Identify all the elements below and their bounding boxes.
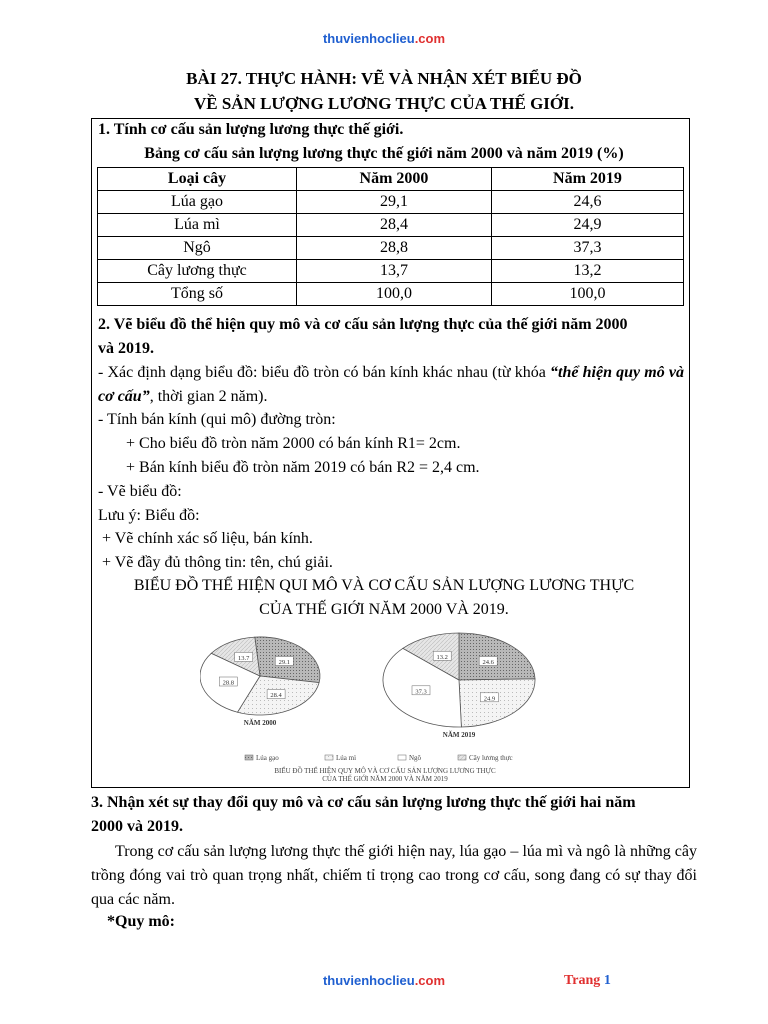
slice-value-label: 13.2 <box>436 653 448 661</box>
col-header-2000: Năm 2000 <box>297 168 492 191</box>
pie-chart-figure <box>200 628 600 786</box>
cell-2019: 37,3 <box>492 237 684 260</box>
section3-paragraph: Trong cơ cấu sản lượng lương thực thế giới hiện nay, lúa gạo – lúa mì và ngô là những cây trồng đóng vai trò quan trọng nhất, chiếm tỉ trọng cao trong cơ cấu, song đang có sự thay đổi qua các năm. <box>91 843 697 908</box>
cell-crop: Lúa gạo <box>98 191 297 214</box>
chart-title-line-2: CỦA THẾ GIỚI NĂM 2000 VÀ 2019. <box>259 601 509 618</box>
legend-label: Lúa gạo <box>256 754 279 762</box>
cell-crop: Lúa mì <box>98 214 297 237</box>
slice-value-label: 28.8 <box>222 679 234 687</box>
quymo-heading: *Quy mô: <box>107 913 175 930</box>
table-row <box>98 260 684 283</box>
legend-swatch <box>458 755 466 760</box>
slice-value-label: 13.7 <box>238 654 250 662</box>
slice-value-label: 24.9 <box>483 695 496 703</box>
chart-title-line-1: BIỂU ĐỒ THỂ HIỆN QUI MÔ VÀ CƠ CẤU SẢN LƯỢNG LƯƠNG THỰC <box>133 577 635 594</box>
footer-site-name: thuvienhoclieu.com <box>322 973 446 988</box>
cell-crop: Cây lương thực <box>98 260 297 283</box>
section2-heading-line-1: 2. Vẽ biểu đồ thể hiện quy mô và cơ cấu sản lượng thực của thế giới năm 2000 <box>98 316 628 333</box>
legend-swatch <box>398 755 406 760</box>
table-row <box>98 191 684 214</box>
note-item-1: + Vẽ chính xác số liệu, bán kính. <box>102 530 313 547</box>
slice-value-label: 29.1 <box>278 659 290 666</box>
production-structure-table <box>97 167 684 306</box>
radius-heading: - Tính bán kính (qui mô) đường tròn: <box>98 411 336 428</box>
cell-2019: 100,0 <box>492 283 684 306</box>
pie-year-label: NĂM 2000 <box>243 719 277 727</box>
cell-2019: 13,2 <box>492 260 684 283</box>
cell-2000: 100,0 <box>297 283 492 306</box>
section3-heading-line-2: 2000 và 2019. <box>91 818 183 835</box>
slice-value-label: 28.4 <box>270 692 282 700</box>
chart-format-text: - Xác định dạng biểu đồ: biểu đồ tròn có bán kính khác nhau (từ khóa “thể hiện quy mô và cơ cấu”, thời gian 2 năm). <box>98 364 685 405</box>
note-item-2: + Vẽ đầy đủ thông tin: tên, chú giải. <box>102 554 333 571</box>
page-number: Trang 1 <box>564 973 611 988</box>
legend-label: Cây lương thực <box>469 754 513 762</box>
table-header-row <box>98 168 684 191</box>
table-title: Bảng cơ cấu sản lượng lương thực thế giới năm 2000 và năm 2019 (%) <box>144 145 624 162</box>
cell-2000: 13,7 <box>297 260 492 283</box>
cell-2019: 24,9 <box>492 214 684 237</box>
radius-2000: + Cho biểu đồ tròn năm 2000 có bán kính R1= 2cm. <box>126 435 461 452</box>
legend-label: Lúa mì <box>336 754 357 762</box>
slice-value-label: 24.6 <box>482 659 494 666</box>
cell-2000: 28,8 <box>297 237 492 260</box>
legend-swatch <box>245 755 253 760</box>
header-site-name: thuvienhoclieu.com <box>322 31 446 46</box>
cell-2000: 28,4 <box>297 214 492 237</box>
radius-2019: + Bán kính biểu đồ tròn năm 2019 có bán R2 = 2,4 cm. <box>126 459 480 476</box>
col-header-crop: Loại cây <box>98 168 297 191</box>
section2-heading-line-2: và 2019. <box>98 340 154 357</box>
cell-crop: Ngô <box>98 237 297 260</box>
cell-2000: 29,1 <box>297 191 492 214</box>
lesson-title-line-1: BÀI 27. THỰC HÀNH: VẼ VÀ NHẬN XÉT BIỂU ĐỒ <box>186 69 582 88</box>
slice-value-label: 37.3 <box>415 688 427 696</box>
legend-swatch <box>325 755 333 760</box>
cell-2019: 24,6 <box>492 191 684 214</box>
pie-slice <box>459 679 535 727</box>
chart-caption-line-1: BIỂU ĐỒ THỂ HIỆN QUY MÔ VÀ CƠ CẤU SẢN LƯỢNG LƯƠNG THỰC <box>274 767 496 775</box>
note-heading: Lưu ý: Biểu đồ: <box>98 507 200 524</box>
chart-caption-line-2: CỦA THẾ GIỚI NĂM 2000 VÀ NĂM 2019 <box>322 775 448 783</box>
lesson-title-line-2: VỀ SẢN LƯỢNG LƯƠNG THỰC CỦA THẾ GIỚI. <box>193 94 575 113</box>
cell-crop: Tổng số <box>98 283 297 306</box>
pie-year-label: NĂM 2019 <box>442 731 476 739</box>
draw-heading: - Vẽ biểu đồ: <box>98 483 182 500</box>
table-row <box>98 237 684 260</box>
section3-heading-line-1: 3. Nhận xét sự thay đổi quy mô và cơ cấu sản lượng lương thực thế giới hai năm <box>91 794 636 811</box>
section1-heading: 1. Tính cơ cấu sản lượng lương thực thế giới. <box>98 121 404 138</box>
legend-label: Ngô <box>409 754 422 762</box>
table-row <box>98 214 684 237</box>
col-header-2019: Năm 2019 <box>492 168 684 191</box>
table-row <box>98 283 684 306</box>
